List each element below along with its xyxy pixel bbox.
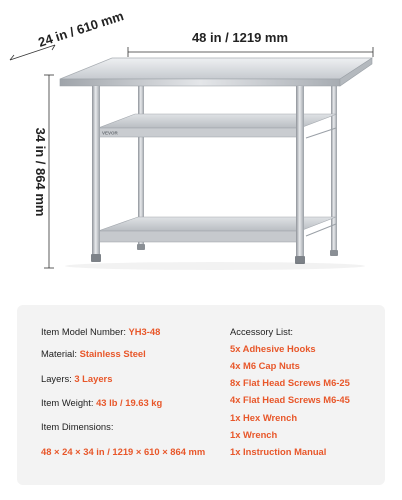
front-right-leg xyxy=(296,86,304,258)
spec-dimensions-label: Item Dimensions: xyxy=(41,421,114,432)
depth-label: 24 in / 610 mm xyxy=(36,8,126,50)
width-label: 48 in / 1219 mm xyxy=(191,30,289,45)
accessory-item: 1x Hex Wrench xyxy=(230,412,298,423)
spec-layers: Layers: 3 Layers xyxy=(41,373,113,384)
width-dimension-line xyxy=(128,47,373,57)
accessory-item: 5x Adhesive Hooks xyxy=(230,343,316,354)
front-left-foot xyxy=(91,254,101,262)
accessory-item: 4x M6 Cap Nuts xyxy=(230,360,300,371)
back-right-leg xyxy=(331,82,337,252)
front-left-leg xyxy=(92,86,100,256)
back-left-foot xyxy=(137,244,145,250)
spec-dimensions-value: 48 × 24 × 34 in / 1219 × 610 × 864 mm xyxy=(41,446,206,457)
back-right-foot xyxy=(330,250,338,256)
accessory-item: 4x Flat Head Screws M6-45 xyxy=(230,394,350,405)
height-label: 34 in / 864 mm xyxy=(33,127,48,217)
accessory-item: 1x Wrench xyxy=(230,429,278,440)
spec-model: Item Model Number: YH3-48 xyxy=(41,326,161,337)
accessory-item: 8x Flat Head Screws M6-25 xyxy=(230,377,350,388)
spec-material: Material: Stainless Steel xyxy=(41,348,146,359)
specification-panel xyxy=(17,305,385,485)
spec-weight: Item Weight: 43 lb / 19.63 kg xyxy=(41,397,163,408)
tabletop xyxy=(60,58,372,86)
accessory-item: 1x Instruction Manual xyxy=(230,446,327,457)
brand-mark: VEVOR xyxy=(102,130,118,136)
accessory-list-title: Accessory List: xyxy=(230,326,294,337)
